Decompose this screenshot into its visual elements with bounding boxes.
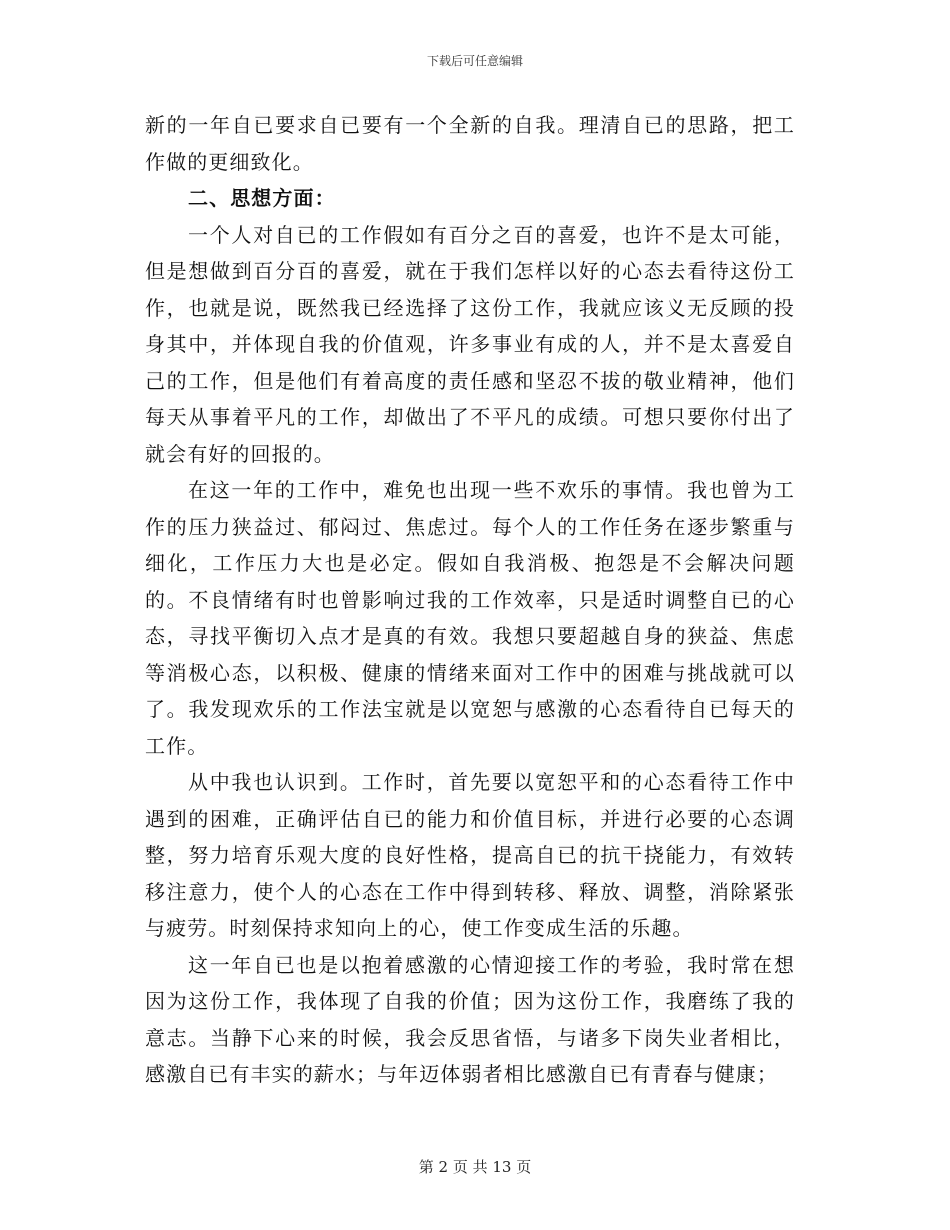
page-number: 第 2 页 共 13 页 xyxy=(418,1158,532,1176)
section-heading: 二、思想方面： xyxy=(188,186,336,210)
paragraph: 从中我也认识到。工作时，首先要以宽恕平和的心态看待工作中遇到的困难，正确评估自已的能力和价值目标，并进行必要的心态调整，努力培育乐观大度的良好性格，提高自已的抗干挠能力，有效转移注意力，使个人的心态在工作中得到转移、释放、调整，消除紧张与疲劳。时刻保持求知向上的心，使工作变成生活的乐趣。 xyxy=(145,770,795,940)
paragraph: 一个人对自已的工作假如有百分之百的喜爱，也许不是太可能，但是想做到百分百的喜爱，就在于我们怎样以好的心态去看待这份工作，也就是说，既然我已经选择了这份工作，我就应该义无反顾的投身其中，并体现自我的价值观，许多事业有成的人，并不是太喜爱自己的工作，但是他们有着高度的责任感和坚忍不拔的敬业精神，他们每天从事着平凡的工作，却做出了不平凡的成绩。可想只要你付出了就会有好的回报的。 xyxy=(145,222,795,466)
paragraph: 在这一年的工作中，难免也出现一些不欢乐的事情。我也曾为工作的压力狭益过、郁闷过、焦虑过。每个人的工作任务在逐步繁重与细化，工作压力大也是必定。假如自我消极、抱怨是不会解决问题的。不良情绪有时也曾影响过我的工作效率，只是适时调整自已的心态，寻找平衡切入点才是真的有效。我想只要超越自身的狭益、焦虑等消极心态，以积极、健康的情绪来面对工作中的困难与挑战就可以了。我发现欢乐的工作法宝就是以宽恕与感激的心态看待自已每天的工作。 xyxy=(145,478,795,758)
paragraph: 这一年自已也是以抱着感激的心情迎接工作的考验，我时常在想因为这份工作，我体现了自我的价值；因为这份工作，我磨练了我的意志。当静下心来的时候，我会反思省悟，与诸多下岗失业者相比，感激自已有丰实的薪水；与年迈体弱者相比感激自已有青春与健康； xyxy=(145,952,795,1086)
paragraph-continuation: 新的一年自已要求自已要有一个全新的自我。理清自已的思路，把工作做的更细致化。 xyxy=(145,113,795,174)
document-body xyxy=(145,107,795,1093)
page-header: 下载后可任意编辑 xyxy=(426,54,523,68)
